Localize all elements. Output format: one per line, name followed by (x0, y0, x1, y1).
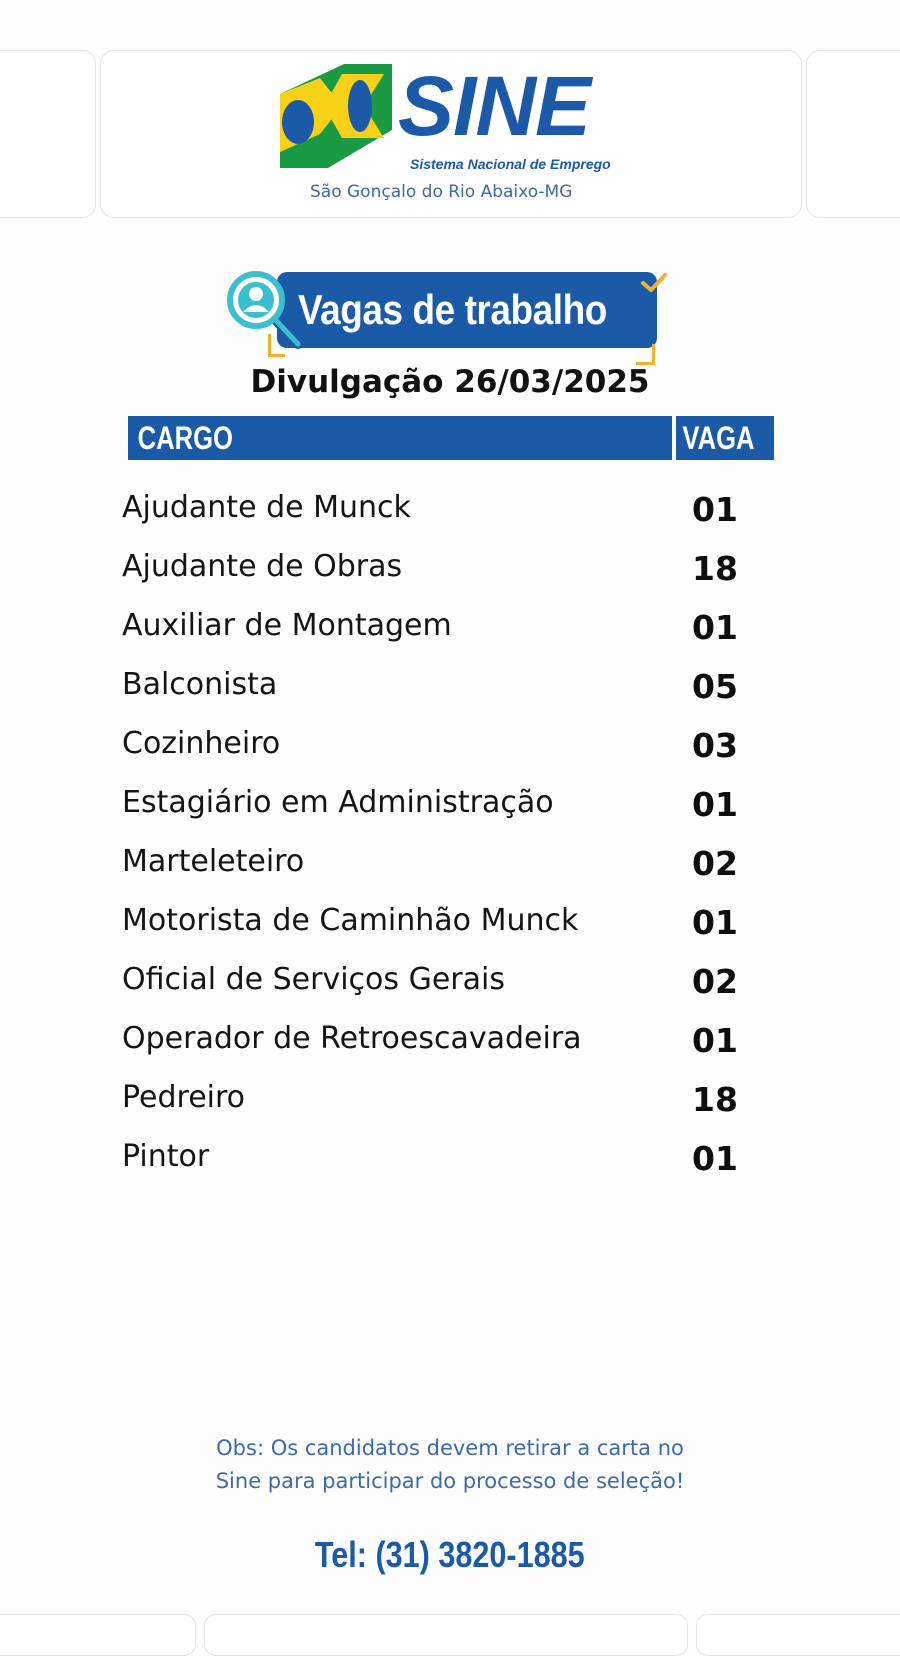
logo-subtitle: Sistema Nacional de Emprego (410, 156, 611, 172)
vagas-title: Vagas de trabalho (298, 286, 607, 333)
phone-number: Tel: (31) 3820-1885 (315, 1534, 585, 1575)
job-openings: 18 (692, 549, 738, 588)
carousel-card[interactable] (0, 1614, 196, 1656)
carousel-card[interactable] (204, 1614, 688, 1656)
carousel-card-next[interactable] (806, 50, 900, 218)
job-openings: 01 (692, 785, 738, 824)
job-title: Marteleteiro (122, 844, 305, 879)
job-row (0, 726, 900, 786)
job-title: Balconista (122, 667, 278, 702)
city-label: São Gonçalo do Rio Abaixo-MG (310, 182, 573, 202)
release-date: Divulgação 26/03/2025 (250, 364, 650, 400)
job-row (0, 785, 900, 845)
job-openings: 02 (692, 844, 738, 883)
job-openings: 02 (692, 962, 738, 1001)
job-openings: 03 (692, 726, 738, 765)
job-openings: 18 (692, 1080, 738, 1119)
job-title: Auxiliar de Montagem (122, 608, 452, 643)
job-openings: 05 (692, 667, 738, 706)
job-row (0, 549, 900, 609)
observation-line: Sine para participar do processo de seleção! (215, 1469, 685, 1493)
job-title: Oficial de Serviços Gerais (122, 962, 505, 997)
carousel-card[interactable] (696, 1614, 900, 1656)
column-header-cargo: CARGO (128, 416, 672, 460)
check-icon (640, 272, 668, 294)
column-header-vaga: VAGA (676, 416, 774, 460)
job-row (0, 608, 900, 668)
carousel-card-previous[interactable] (0, 50, 96, 218)
job-openings: 01 (692, 903, 738, 942)
job-openings: 01 (692, 1139, 738, 1178)
job-row (0, 1139, 900, 1199)
job-title: Operador de Retroescavadeira (122, 1021, 582, 1056)
job-row (0, 1080, 900, 1140)
job-row (0, 667, 900, 727)
job-row (0, 962, 900, 1022)
logo-wordmark: SINE (398, 59, 591, 153)
job-row (0, 490, 900, 550)
observation-line: Obs: Os candidatos devem retirar a carta no (216, 1436, 684, 1460)
job-title: Pintor (122, 1139, 210, 1174)
job-row (0, 903, 900, 963)
observation-note (0, 1432, 900, 1498)
job-title: Ajudante de Obras (122, 549, 403, 584)
job-openings: 01 (692, 608, 738, 647)
job-title: Estagiário em Administração (122, 785, 554, 820)
sine-logo-mark (280, 64, 392, 168)
job-title: Ajudante de Munck (122, 490, 411, 525)
banner-corner-accent (636, 344, 655, 365)
job-title: Cozinheiro (122, 726, 281, 761)
job-openings: 01 (692, 490, 738, 529)
job-title: Motorista de Caminhão Munck (122, 903, 579, 938)
job-openings: 01 (692, 1021, 738, 1060)
job-row (0, 1021, 900, 1081)
person-search-icon (226, 270, 310, 354)
job-title: Pedreiro (122, 1080, 246, 1115)
job-row (0, 844, 900, 904)
